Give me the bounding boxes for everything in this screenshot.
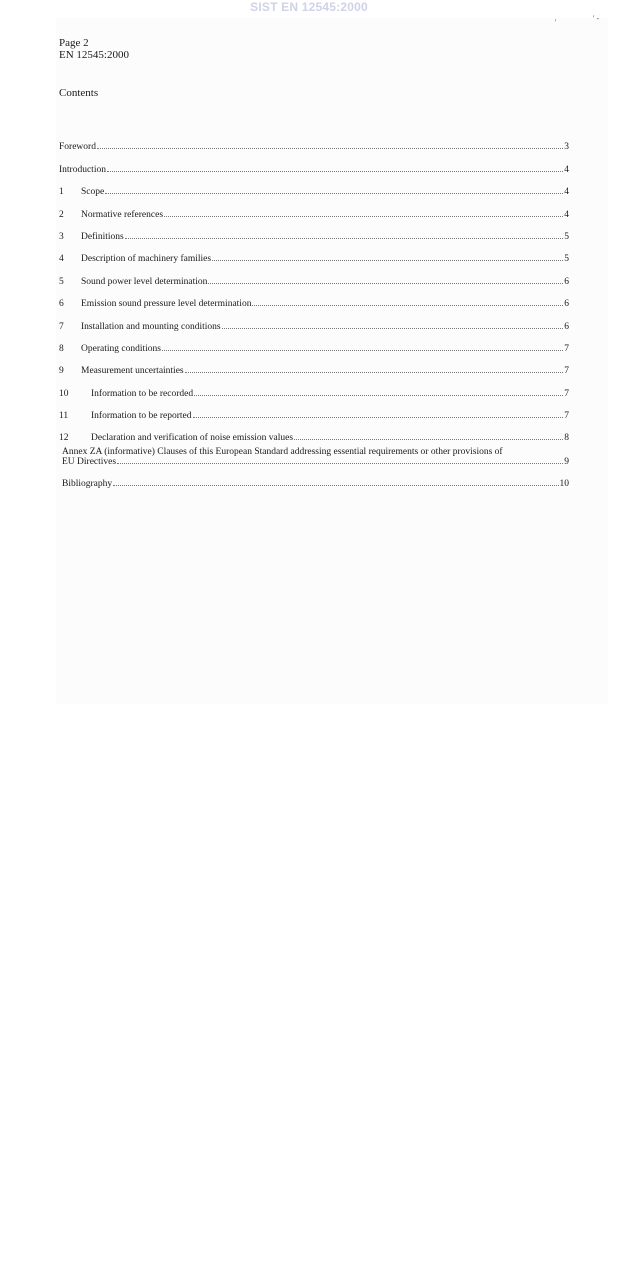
page-number: Page 2 bbox=[59, 37, 89, 49]
toc-leader bbox=[164, 216, 563, 217]
toc-leader bbox=[185, 372, 564, 373]
toc-entry-title: Normative references bbox=[81, 209, 164, 220]
toc-entry-title: Installation and mounting conditions bbox=[81, 321, 221, 332]
toc-entry-title: EU Directives bbox=[62, 457, 117, 468]
scan-speck: ' bbox=[555, 18, 557, 27]
toc-entry-number: 2 bbox=[59, 209, 64, 220]
toc-entry-page: 8 bbox=[564, 433, 569, 444]
page-header bbox=[59, 37, 129, 61]
toc-entry-bibliography bbox=[59, 467, 569, 489]
toc-entry-title: Emission sound pressure level determination bbox=[81, 299, 252, 310]
toc-entry-number: 1 bbox=[59, 187, 64, 198]
toc-entry-number: 8 bbox=[59, 343, 64, 354]
toc-entry-3 bbox=[59, 220, 569, 242]
toc-entry-number: 9 bbox=[59, 366, 64, 377]
toc-entry-number: 11 bbox=[59, 411, 69, 422]
toc-leader bbox=[212, 260, 563, 261]
standard-number: EN 12545:2000 bbox=[59, 49, 129, 61]
toc-entry-page: 7 bbox=[564, 411, 569, 422]
toc-entry-page: 4 bbox=[564, 164, 569, 175]
toc-entry-page: 6 bbox=[564, 299, 569, 310]
toc-entry-7 bbox=[59, 309, 569, 331]
toc-entry-title: Operating conditions bbox=[81, 343, 161, 354]
toc-entry-number: 12 bbox=[59, 433, 69, 444]
toc-entry-page: 5 bbox=[564, 231, 569, 242]
toc-entry-title: Definitions bbox=[81, 231, 124, 242]
toc-leader bbox=[193, 417, 564, 418]
toc-entry-title: Sound power level determination bbox=[81, 276, 208, 287]
toc-entry-title: Description of machinery families bbox=[81, 254, 212, 265]
toc-entry-number: 4 bbox=[59, 254, 64, 265]
toc-entry-page: 7 bbox=[564, 388, 569, 399]
toc-entry-6 bbox=[59, 287, 569, 309]
toc-entry-title: Declaration and verification of noise emission values bbox=[91, 433, 294, 444]
toc-entry-5 bbox=[59, 264, 569, 286]
toc-entry-8 bbox=[59, 332, 569, 354]
toc-entry-number: 5 bbox=[59, 276, 64, 287]
toc-leader bbox=[105, 193, 563, 194]
toc-entry-11 bbox=[59, 399, 569, 421]
toc-entry-number: 7 bbox=[59, 321, 64, 332]
toc-leader bbox=[107, 171, 563, 172]
contents-heading: Contents bbox=[59, 87, 99, 99]
toc-entry-9 bbox=[59, 354, 569, 376]
toc-entry-page: 4 bbox=[564, 187, 569, 198]
toc-leader bbox=[113, 485, 558, 486]
toc-entry-title: Bibliography bbox=[62, 479, 113, 490]
toc-entry-page: 5 bbox=[564, 254, 569, 265]
toc-entry-title: Introduction bbox=[59, 164, 106, 175]
toc-entry-title: Information to be reported bbox=[91, 411, 192, 422]
toc-leader bbox=[294, 439, 563, 440]
toc-leader bbox=[252, 305, 563, 306]
toc-entry-12 bbox=[59, 421, 569, 443]
toc-entry-10 bbox=[59, 376, 569, 398]
toc-entry-number: 6 bbox=[59, 299, 64, 310]
toc-entry-page: 6 bbox=[564, 321, 569, 332]
toc-entry-page: 7 bbox=[564, 366, 569, 377]
toc-entry-title-continued bbox=[62, 457, 569, 467]
toc-entry-page: 3 bbox=[564, 142, 569, 153]
toc-entry-page: 10 bbox=[559, 479, 569, 490]
toc-leader bbox=[222, 328, 564, 329]
toc-entry-page: 7 bbox=[564, 343, 569, 354]
scan-speck: ' - bbox=[593, 14, 600, 23]
toc-entry-number: 10 bbox=[59, 388, 69, 399]
toc-entry-title: Information to be recorded bbox=[91, 388, 194, 399]
toc-entry-2 bbox=[59, 197, 569, 219]
toc-entry-1 bbox=[59, 175, 569, 197]
toc-leader bbox=[97, 148, 563, 149]
toc-leader bbox=[208, 283, 563, 284]
toc-entry-page: 4 bbox=[564, 209, 569, 220]
toc-leader bbox=[162, 350, 563, 351]
toc-entry-title: Measurement uncertainties bbox=[81, 366, 184, 377]
toc-entry-4 bbox=[59, 242, 569, 264]
watermark: SIST EN 12545:2000 bbox=[250, 0, 368, 14]
toc-entry-title: Annex ZA (informative) Clauses of this European Standard addressing essential requirements or other provisions of bbox=[62, 447, 503, 458]
toc-leader bbox=[125, 238, 564, 239]
toc-entry-annex-za bbox=[59, 447, 569, 467]
toc-entry-page: 6 bbox=[564, 276, 569, 287]
toc-leader bbox=[117, 463, 563, 464]
toc-entry-title: Foreword bbox=[59, 142, 96, 153]
toc-entry-introduction bbox=[59, 152, 569, 174]
toc-entry-title: Scope bbox=[81, 187, 105, 198]
toc-entry-page: 9 bbox=[564, 457, 569, 468]
toc-leader bbox=[194, 395, 563, 396]
toc-entry-number: 3 bbox=[59, 231, 64, 242]
toc-entry-foreword bbox=[59, 130, 569, 152]
table-of-contents bbox=[59, 130, 569, 489]
